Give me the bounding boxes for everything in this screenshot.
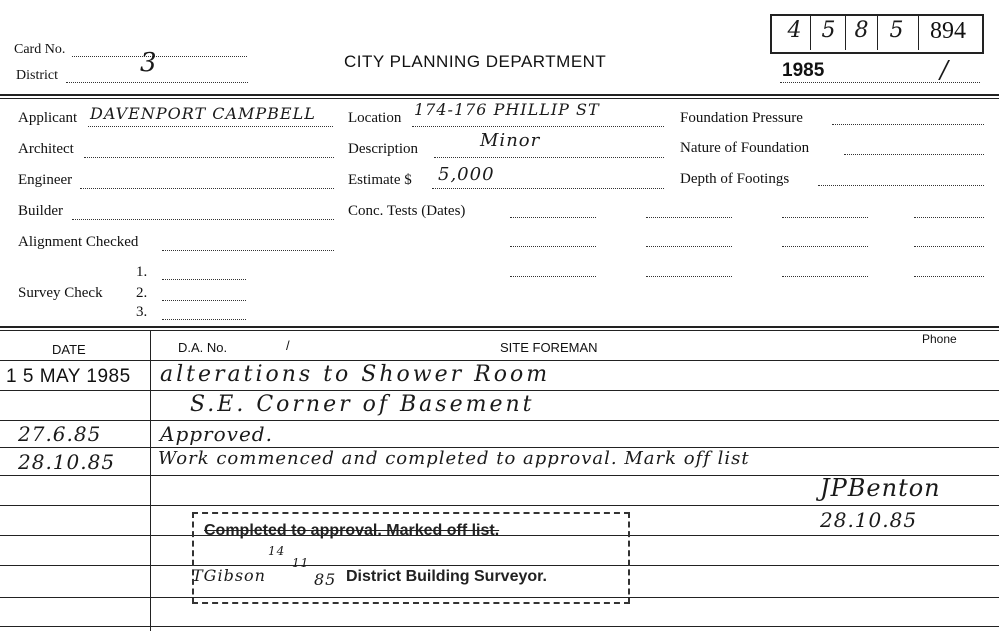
ruled-line	[0, 626, 999, 627]
foundation-pressure-label: Foundation Pressure	[680, 110, 803, 126]
alignment-line	[162, 250, 334, 251]
survey-line-2	[162, 300, 246, 301]
survey-line-1	[162, 279, 246, 280]
card-no-label: Card No.	[14, 42, 66, 57]
date-header: DATE	[52, 342, 86, 357]
architect-line	[84, 157, 334, 158]
conc-line	[646, 246, 732, 247]
nature-foundation-label: Nature of Foundation	[680, 140, 810, 156]
estimate-label: Estimate $	[348, 172, 412, 188]
phone-header: Phone	[922, 332, 957, 346]
stamp-line-2: District Building Surveyor.	[346, 568, 547, 585]
architect-label: Architect	[18, 141, 74, 157]
entry-date-4: 28.10.85	[18, 450, 116, 474]
stamp-line-1: Completed to approval. Marked off list.	[204, 522, 500, 539]
alignment-label: Alignment Checked	[18, 234, 139, 250]
survey-num-1: 1.	[136, 264, 148, 280]
site-foreman-header: SITE FOREMAN	[500, 340, 598, 355]
number-divider	[810, 16, 811, 50]
survey-line-3	[162, 319, 246, 320]
number-divider	[877, 16, 878, 50]
location-line	[412, 126, 664, 127]
entry-text-4: Work commenced and completed to approval. Mark off list	[158, 448, 750, 469]
number-divider	[918, 16, 919, 50]
ruled-line	[0, 360, 999, 361]
conc-line	[914, 276, 984, 277]
district-line	[66, 82, 248, 83]
number-tail: 894	[930, 18, 966, 44]
description-value: Minor	[480, 130, 541, 151]
description-line	[434, 157, 664, 158]
ruled-line	[0, 505, 999, 506]
entry-text-1: alterations to Shower Room	[160, 362, 551, 387]
estimate-line	[432, 188, 664, 189]
depth-footings-line	[818, 185, 984, 186]
survey-num-3: 3.	[136, 304, 148, 320]
builder-label: Builder	[18, 203, 63, 219]
entry-text-3: Approved.	[160, 422, 273, 446]
applicant-line	[88, 126, 333, 127]
entry-date-3: 27.6.85	[18, 422, 102, 446]
district-label: District	[16, 68, 58, 83]
ruled-line	[0, 420, 999, 421]
ruled-line	[0, 390, 999, 391]
signature-date: 28.10.85	[820, 508, 918, 532]
header-rule	[0, 94, 999, 96]
da-header: D.A. No.	[178, 340, 228, 355]
depth-footings-label: Depth of Footings	[680, 171, 790, 187]
conc-line	[510, 276, 596, 277]
conc-line	[510, 217, 596, 218]
entry-text-2: S.E. Corner of Basement	[190, 392, 535, 417]
conc-line	[646, 276, 732, 277]
engineer-line	[80, 188, 334, 189]
district-value: 3	[140, 48, 158, 78]
number-box-1: 4	[787, 18, 803, 43]
year: 1985	[782, 60, 825, 81]
conc-line	[782, 276, 868, 277]
number-box-3: 8	[854, 18, 870, 43]
builder-line	[72, 219, 334, 220]
card-no-line	[72, 56, 247, 57]
location-label: Location	[348, 110, 402, 126]
number-box-4: 5	[889, 18, 905, 43]
year-line	[780, 82, 980, 83]
applicant-label: Applicant	[18, 110, 78, 126]
stamp-date-month: 11	[292, 556, 310, 570]
number-box-2: 5	[821, 18, 837, 43]
year-mark: /	[940, 56, 950, 84]
conc-line	[914, 217, 984, 218]
header-rule	[0, 98, 999, 99]
nature-foundation-line	[844, 154, 984, 155]
stamp-date-year: 85	[314, 570, 337, 589]
stamp-date-day: 14	[268, 544, 286, 558]
foundation-pressure-line	[832, 124, 984, 125]
page-title: CITY PLANNING DEPARTMENT	[344, 52, 607, 71]
signature: JPBenton	[820, 474, 941, 502]
date-column-divider	[150, 331, 151, 631]
survey-num-2: 2.	[136, 285, 148, 301]
location-value: 174-176 PHILLIP ST	[414, 100, 600, 119]
engineer-label: Engineer	[18, 172, 73, 188]
conc-line	[510, 246, 596, 247]
conc-line	[646, 217, 732, 218]
number-divider	[845, 16, 846, 50]
conc-tests-label: Conc. Tests (Dates)	[348, 203, 466, 219]
da-mark: /	[286, 338, 290, 353]
conc-line	[782, 217, 868, 218]
applicant-value: DAVENPORT CAMPBELL	[90, 104, 316, 123]
estimate-value: 5,000	[438, 164, 495, 185]
stamp-initials: TGibson	[192, 566, 266, 585]
log-rule	[0, 326, 999, 328]
conc-line	[914, 246, 984, 247]
conc-line	[782, 246, 868, 247]
description-label: Description	[348, 141, 418, 157]
entry-date-1: 1 5 MAY 1985	[6, 366, 131, 387]
survey-check-label: Survey Check	[18, 285, 103, 301]
